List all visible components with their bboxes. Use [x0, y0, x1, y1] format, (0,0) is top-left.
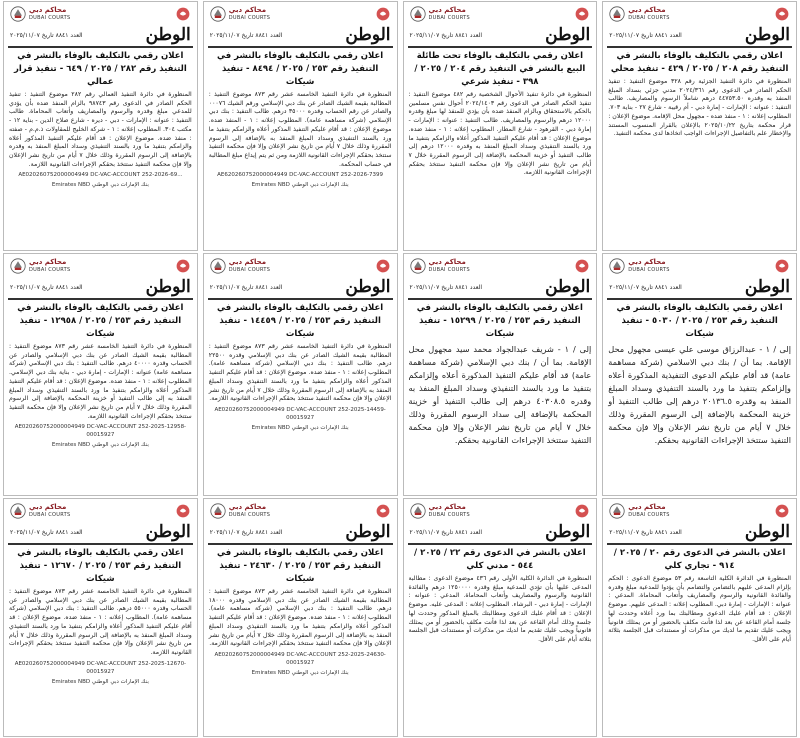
court-logo: [410, 6, 470, 22]
court-seal-icon: [10, 503, 26, 519]
notice-card: [602, 498, 797, 737]
gov-logo: [574, 258, 590, 274]
court-logo: [210, 503, 270, 519]
notice-text: المنظورة في دائرة التنفيذ الجزئية رقم ٣٢٨ موضوع التنفيذ : تنفيذ الحكم الصادر في الدعوى رقم ٢٠٢٤/٣٦١ مدني جزئي بسداد المبلغ المنفذ به وقدره ٤٤٧٥٣.٥٠ درهم شاملاً الرسوم والمصاريف. طالب التنفيذ : عنوانه : الإمارات - إمارة دبي - أم رقيبة - شارع ٢٧ - بناية ٧٠٣. المطلوب إعلانه : ١ - منفذ ضده - مجهول محل الإقامة. موضوع الإعلان : قرار محكمة بتاريخ ٢٠٢٥/١٠/٢٢ بالإعلان بالقرار المنسوب المستند والإخطار علم بالتفاصيل الإجراءات الواجب اتخاذها لدى محكمة التنفيذ.: [608, 78, 792, 138]
notice-card: [3, 1, 198, 251]
notice-card: [203, 498, 398, 737]
notice-title: اعلان رقمي بالتكليف بالوفاء بالنشر في التنفيذ رقم ٢٥٣ / ٢٠٢٥ / ٨٤٩٤ - تنفيذ شيكات: [217, 51, 384, 87]
court-seal-icon: [10, 6, 26, 22]
court-name-en: DUBAI COURTS: [228, 267, 271, 273]
notice-text: المنظورة في دائرة التنفيذ الخامسة عشر رقم ٨٧٣ موضوع التنفيذ : المطالبة بقيمة الشيك الصادر عن بنك دبي الإسلامي وقدره ٢٢٥٠٠ درهم. طالب التنفيذ : بنك دبي الإسلامي (شركة مساهمة عامة). المطلوب إعلانه : ١ - منفذ ضده. موضوع الإعلان : قد أقام عليكم التنفيذ المذكور أعلاه والزامكم بتنفيذ ما ورد بالسند التنفيذي وسداد المبلغ المنفذ به بالإضافة إلى الرسوم المقررة وذلك خلال ٧ أيام من تاريخ نشر الإعلان وإلا فإن محكمة التنفيذ ستتخذ بحقكم الإجراءات القانونية اللازمة.: [208, 343, 392, 403]
gov-logo: [175, 258, 191, 274]
notice-title: اعلان بالنشر في الدعوى رقم ٢٠ / ٢٠٢٥ / ٩١٤ - تجاري كلي: [613, 548, 786, 571]
notice-title: اعلان بالنشر في الدعوى رقم ٢٢ / ٢٠٢٥ / ٥٤٤ - مدني كلي: [414, 548, 586, 571]
notice-header: [204, 254, 397, 276]
masthead: [404, 276, 597, 298]
notice-title: اعلان رقمي بالتكليف بالوفاء بالنشر في التنفيذ رقم ٢٥٣ / ٢٠٢٥ / ١٥٢٩٩ - تنفيذ شيكات: [416, 303, 583, 339]
gov-logo: [774, 258, 790, 274]
court-logo: [410, 503, 470, 519]
notice-title: اعلان رقمي بالتكليف بالوفاء بالنشر في التنفيذ رقم ٢٥٣ / ٢٠٢٥ / ١٤٤٥٩ - تنفيذ شيكات: [217, 303, 384, 339]
notice-body: [204, 588, 397, 649]
notice-text: المنظورة في دائرة التنفيذ العمالي رقم ٢٨٢ موضوع التنفيذ : تنفيذ الحكم الصادر في الدعوى رقم ٩٨٧٤٣ بالزام المنفذ ضده بأن يؤدي للمدعي مبلغ وقدره والرسوم والمصاريف وأتعاب المحاماة. طالب التنفيذ : عنوانه : الإمارات - دبي - ديره - شارع صلاح الدين - بناية ١٢ - مكتب ٣٠٤. المطلوب إعلانه : ١ - شركة الخليج للمقاولات ذ.م.م - صفته : منفذ ضده. موضوع الإعلان : قد أقام عليكم التنفيذ المذكور أعلاه والزامكم بتنفيذ ما ورد بالسند التنفيذي وسداد المبلغ المنفذ به وقدره بالإضافة إلى الرسوم المقررة وذلك خلال ٧ أيام من تاريخ نشر الإعلان وإلا فإن محكمة التنفيذ ستتخذ بحقكم الإجراءات القانونية اللازمة.: [9, 91, 192, 168]
court-name-ar: محاكم دبي: [428, 6, 466, 14]
notice-text: المنظورة في دائرة التنفيذ الخامسة عشر رقم ٨٧٣ موضوع التنفيذ : المطالبة بقيمة الشيك الصادر عن بنك دبي الإسلامي وقدره ١٨٠٠٠ درهم. طالب التنفيذ : بنك دبي الإسلامي (شركة مساهمة عامة). المطلوب إعلانه : ١ - منفذ ضده. موضوع الإعلان : قد أقام عليكم التنفيذ المذكور أعلاه والزامكم بتنفيذ ما ورد بالسند التنفيذي وسداد المبلغ المنفذ به بالإضافة إلى الرسوم المقررة وذلك خلال ٧ أيام من تاريخ نشر الإعلان وإلا فإن محكمة التنفيذ ستتخذ بحقكم الإجراءات القانونية اللازمة.: [208, 588, 392, 648]
notice-body: [204, 91, 397, 169]
notice-header: [404, 254, 597, 276]
notice-card: [602, 1, 797, 251]
court-name-ar: محاكم دبي: [628, 503, 666, 511]
court-name-en: DUBAI COURTS: [228, 15, 271, 21]
court-seal-icon: [410, 258, 426, 274]
account-line: AE020260752000004949 DC-VAC-ACCOUNT 252-2025-12670-00015927: [14, 660, 187, 675]
gov-emblem-icon: [375, 258, 391, 274]
gov-emblem-icon: [574, 258, 590, 274]
gov-logo: [574, 503, 590, 519]
notice-title: اعلان رقمي بالتكليف بالوفاء بالنشر في التنفيذ رقم ٢٥٣ / ٢٠٢٥ / ١٢٦٧٠ - تنفيذ شيكات: [17, 548, 184, 584]
notice-header: [204, 499, 397, 521]
gov-emblem-icon: [574, 503, 590, 519]
court-logo: [10, 503, 70, 519]
gov-logo: [774, 6, 790, 22]
court-seal-icon: [609, 258, 625, 274]
court-seal-icon: [609, 503, 625, 519]
masthead: [404, 521, 597, 543]
notice-header: [404, 2, 597, 24]
newspaper-name: الوطن: [345, 25, 391, 45]
court-name-ar: محاكم دبي: [228, 503, 267, 511]
notice-header: [4, 499, 197, 521]
notice-text: المنظورة في دائرة التنفيذ الخامسة عشر رقم ٨٧٣ موضوع التنفيذ : المطالبة بقيمة الشيك الصادر عن بنك دبي الإسلامي والصادر عن الحساب وقدره ٥٥٠٠٠ درهم. طالب التنفيذ : بنك دبي الإسلامي (شركة مساهمة عامة). المطلوب إعلانه : ١ - منفذ ضده. موضوع الإعلان : قد أقام عليكم التنفيذ المذكور أعلاه والزامكم بتنفيذ ما ورد بالسند التنفيذي وسداد المبلغ المنفذ به بالإضافة إلى الرسوم المقررة وذلك خلال ٧ أيام من تاريخ نشر الإعلان وإلا فإن محكمة التنفيذ ستتخذ بحقكم الإجراءات القانونية اللازمة.: [9, 588, 192, 656]
newspaper-name: الوطن: [345, 277, 391, 297]
notice-header: [603, 254, 796, 276]
notice-text: المنظورة في دائرة تنفيذ الأحوال الشخصية رقم ٤٨٢ موضوع التنفيذ : تنفيذ الحكم الصادر في الدعوى رقم ٢٠٢٤/١٤٠٣ أحوال نفس مسلمين بالحكم بالاستحقاق وبالزام المنفذ ضده بأن يؤدي للمنفذ لها مبلغ وقدره ١٢٠٠٠ درهم والرسوم والمصاريف. طالب التنفيذ : عنوانه : الإمارات - إمارة دبي - القرهود - شارع المطار. المطلوب إعلانه : ١ - منفذ ضده. موضوع الإعلان : قد أقام عليكم التنفيذ المذكور أعلاه والزامكم بتنفيذ ما ورد بالسند التنفيذي وسداد المبلغ المنفذ به وقدره ١٢٠٠٠ درهم إلى طالب التنفيذ أو خزينة المحكمة بالإضافة إلى الرسوم المقررة خلال ٧ أيام من تاريخ نشر الإعلان وإلا فإن محكمة التنفيذ ستتخذ بحقكم الإجراءات القانونية اللازمة.: [408, 91, 592, 177]
court-name-en: DUBAI COURTS: [29, 512, 71, 518]
gov-logo: [175, 6, 191, 22]
court-name-en: DUBAI COURTS: [228, 512, 271, 518]
notice-text: المنظورة في دائرة التنفيذ الخامسة عشر رقم ٨٧٣ موضوع التنفيذ : المطالبة بقيمة الشيك الصادر عن بنك دبي الإسلامي ورقم الشيك ٠٠٠٧٦ والصادر عن رقم الحساب وقدره ٣٥٠٠٠ درهم. طالب التنفيذ : بنك دبي الإسلامي (شركة مساهمة عامة). المطلوب إعلانه : ١ - المنفذ ضده. موضوع الإعلان : قد أقام عليكم التنفيذ المذكور أعلاه والزامكم بتنفيذ ما ورد بالسند التنفيذي وسداد المبلغ المنفذ به بالإضافة إلى الرسوم المقررة وذلك خلال ٧ أيام من تاريخ نشر الإعلان وإلا فإن محكمة التنفيذ ستتخذ بحقكم الإجراءات القانونية اللازمة ومن ثم يتم إيداع مبلغ المطالبة في حساب المحكمة.: [208, 91, 392, 168]
court-name-ar: محاكم دبي: [29, 503, 67, 511]
notice-text: المنظورة في الدائرة الكلية التاسعة رقم ٥٣ موضوع الدعوى : الحكم بإلزام المدعى عليهم بالتضامن والتضامم بأن يؤدوا للمدعية مبلغ وقدره والفائدة القانونية والرسوم والمصاريف وأتعاب المحاماة. المدعي : عنوانه : الإمارات - إمارة دبي. المطلوب إعلانه : المدعى عليهم. موضوع الإعلان : قد أقام عليك الدعوى ومطالبتك بما ورد أعلاه وحددت لها جلسة أمام القاعة عن بعد لذا فأنت مكلف بالحضور أو من يمثلك قانونياً ويجب عليك تقديم ما لديك من مذكرات أو مستندات قبل الجلسة بثلاثة أيام على الأقل.: [608, 575, 792, 643]
court-name-ar: محاكم دبي: [628, 258, 666, 266]
newspaper-name: الوطن: [145, 25, 191, 45]
newspaper-name: الوطن: [545, 522, 591, 542]
gov-logo: [774, 503, 790, 519]
bank-line: بنك الإمارات دبي الوطني Emirates NBD: [251, 424, 349, 431]
notice-body: [4, 588, 197, 658]
issue-date: العدد ٨٨٤١ تاريخ ٢٠٢٥/١١/٠٧: [10, 283, 83, 291]
gov-logo: [175, 503, 191, 519]
masthead: [603, 24, 796, 46]
court-name-en: DUBAI COURTS: [428, 512, 470, 518]
notice-header: [603, 2, 796, 24]
account-line: AE020260752000004949 DC-VAC-ACCOUNT 252-2026-69...: [18, 172, 183, 179]
notice-text: المنظورة في الدائرة الكلية الأولى رقم ٤٣٦ موضوع الدعوى : مطالبة المدعى عليها بأن تؤدي للمدعية مبلغ وقدره ١٢٥٠٠٠٠ درهم والفائدة القانونية والرسوم والمصاريف وأتعاب المحاماة. المدعي : عنوانه : الإمارات - إمارة دبي - البرشاء. المطلوب إعلانه : المدعى عليه. موضوع الإعلان : قد أقام عليك الدعوى ومطالبتك بالمبلغ المذكور وحددت لها جلسة وذلك أمام القاعة عن بعد لذا فأنت مكلف بالحضور أو من يمثلك قانونياً ويجب عليك تقديم ما لديك من مذكرات أو مستندات قبل الجلسة بثلاثة أيام على الأقل.: [408, 575, 592, 643]
notice-card: [602, 253, 797, 496]
notice-header: [603, 499, 796, 521]
notice-title: اعلان رقمي بالتكليف بالوفاء بالنشر في التنفيذ رقم ٢٥٣ / ٢٠٢٥ / ١٢٩٥٨ - تنفيذ شيكات: [17, 303, 184, 339]
notice-text: المنظورة في دائرة التنفيذ الخامسة عشر رقم ٨٧٣ موضوع التنفيذ : المطالبة بقيمة الشيك الصادر عن بنك دبي الإسلامي والصادر عن الحساب وقدره ٤٠٠٠٠ درهم. طالب التنفيذ : بنك دبي الإسلامي (شركة مساهمة عامة) عنوانه : الإمارات - إمارة دبي - بناية بنك دبي الإسلامي. المطلوب إعلانه : ١ - منفذ ضده. موضوع الإعلان : قد أقام عليكم التنفيذ المذكور أعلاه والزامكم بتنفيذ ما ورد بالسند التنفيذي وسداد المبلغ المنفذ به إلى طالب التنفيذ أو خزينة المحكمة بالإضافة إلى الرسوم المقررة وذلك خلال ٧ أيام من تاريخ نشر الإعلان وإلا فإن محكمة التنفيذ ستتخذ بحقكم الإجراءات القانونية اللازمة.: [9, 343, 192, 420]
newspaper-name: الوطن: [545, 25, 591, 45]
issue-date: العدد ٨٨٤١ تاريخ ٢٠٢٥/١١/٠٧: [10, 528, 83, 536]
notice-header: [204, 2, 397, 24]
court-name-ar: محاكم دبي: [228, 258, 267, 266]
notice-header: [4, 2, 197, 24]
notice-body: [4, 343, 197, 421]
court-name-en: DUBAI COURTS: [428, 15, 470, 21]
gov-emblem-icon: [774, 503, 790, 519]
court-logo: [210, 258, 270, 274]
masthead: [4, 24, 197, 46]
newspaper-name: الوطن: [545, 277, 591, 297]
bank-line: بنك الإمارات دبي الوطني Emirates NBD: [51, 182, 149, 189]
notice-card: [203, 1, 398, 251]
gov-logo: [375, 503, 391, 519]
notice-card: [403, 498, 598, 737]
issue-date: العدد ٨٨٤١ تاريخ ٢٠٢٥/١١/٠٧: [609, 283, 682, 291]
gov-emblem-icon: [375, 6, 391, 22]
newspaper-name: الوطن: [145, 277, 191, 297]
court-logo: [410, 258, 470, 274]
court-logo: [10, 6, 70, 22]
notice-title: اعلان رقمي بالتكليف بالوفاء بالنشر في التنفيذ رقم ٢٥٣ / ٢٠٢٥ / ٢٤٦٣٠ - تنفيذ شيكات: [217, 548, 384, 584]
issue-date: العدد ٨٨٤١ تاريخ ٢٠٢٥/١١/٠٧: [409, 283, 483, 291]
notice-title: اعلان رقمي بالتكليف بالوفاء تحت طائلة البيع بالنشر في التنفيذ رقم ٢٠٤ / ٢٠٢٥ / ٣٩٨ - تنفيذ شرعي: [414, 51, 586, 87]
newspaper-name: الوطن: [345, 522, 391, 542]
issue-date: العدد ٨٨٤١ تاريخ ٢٠٢٥/١١/٠٧: [609, 31, 682, 39]
gov-emblem-icon: [574, 6, 590, 22]
gov-logo: [375, 6, 391, 22]
court-name-ar: محاكم دبي: [428, 503, 466, 511]
masthead: [4, 276, 197, 298]
gov-logo: [574, 6, 590, 22]
issue-date: العدد ٨٨٤١ تاريخ ٢٠٢٥/١١/٠٧: [409, 528, 483, 536]
court-logo: [609, 6, 669, 22]
notice-title: اعلان رقمي بالتكليف بالوفاء بالنشر في التنفيذ رقم ٢٨٢ / ٢٠٢٥ / ٦٤٩ - تنفيذ قرار عمالي: [13, 51, 187, 87]
notice-text: إلى / ١ - شريف عبدالجواد محمد سيد مجهول محل الإقامة. بما أن / بنك دبي الإسلامي (شركة مساهمة عامة) قد أقام عليكم التنفيذ المذكورة أعلاه وإلزامكم بتنفيذ ما ورد بالسند التنفيذي وسداد المبلغ المنفذ به وقدره ٤٠٣٠٨.٥ درهم إلى طالب التنفيذ أو خزينة المحكمة بالإضافة إلى سداد الرسوم المقررة وذلك خلال ٧ أيام من تاريخ نشر الإعلان وإلا فإن محكمة التنفيذ ستتخذ الإجراءات القانونية بحقكم.: [408, 344, 592, 445]
court-name-ar: محاكم دبي: [29, 258, 67, 266]
notice-title: اعلان رقمي بالتكليف بالوفاء بالنشر في التنفيذ رقم ٢٥٣ / ٢٠٢٥ / ٥٠٣٠ - تنفيذ شيكات: [616, 303, 783, 339]
court-seal-icon: [410, 6, 426, 22]
issue-date: العدد ٨٨٤١ تاريخ ٢٠٢٥/١١/٠٧: [609, 528, 682, 536]
issue-date: العدد ٨٨٤١ تاريخ ٢٠٢٥/١١/٠٧: [209, 31, 283, 39]
notice-body: [603, 343, 796, 447]
bank-line: بنك الإمارات دبي الوطني Emirates NBD: [51, 678, 149, 685]
account-line: AE020260752000004949 DC-VAC-ACCOUNT 252-2025-14459-00015927: [214, 406, 386, 421]
gov-emblem-icon: [774, 258, 790, 274]
masthead: [204, 276, 397, 298]
court-name-en: DUBAI COURTS: [29, 15, 71, 21]
bank-line: بنك الإمارات دبي الوطني Emirates NBD: [251, 669, 349, 676]
notice-card: [403, 1, 598, 251]
newspaper-name: الوطن: [744, 277, 790, 297]
court-name-en: DUBAI COURTS: [628, 267, 670, 273]
issue-date: العدد ٨٨٤١ تاريخ ٢٠٢٥/١١/٠٧: [209, 528, 283, 536]
court-seal-icon: [210, 258, 226, 274]
bank-line: بنك الإمارات دبي الوطني Emirates NBD: [51, 442, 149, 449]
notice-text: إلى / ١ - عبدالرزاق موسى علي عيسى مجهول محل الإقامة. بما أن / بنك دبي الاسلامي (شركة مساهمة عامة) قد أقام عليكم الدعوى التنفيذية المذكورة أعلاه وإلزامكم بتنفيذ ما ورد بالسند التنفيذي وسداد المبلغ المنفذ به وقدره ٢٠١٣٦.٥ درهم إلى طالب التنفيذ أو خزينة المحكمة بالإضافة إلى الرسوم المقررة وذلك خلال ٧ أيام من تاريخ نشر الإعلان وإلا فإن محكمة التنفيذ ستتخذ الإجراءات القانونية بحقكم.: [608, 344, 792, 445]
court-logo: [210, 6, 270, 22]
court-seal-icon: [210, 503, 226, 519]
masthead: [603, 521, 796, 543]
court-seal-icon: [609, 6, 625, 22]
court-seal-icon: [410, 503, 426, 519]
notice-body: [404, 343, 597, 447]
court-logo: [10, 258, 70, 274]
newspaper-name: الوطن: [744, 522, 790, 542]
notice-body: [603, 575, 796, 645]
court-name-en: DUBAI COURTS: [29, 267, 71, 273]
notice-body: [603, 78, 796, 139]
notice-body: [204, 343, 397, 404]
masthead: [404, 24, 597, 46]
notice-header: [404, 499, 597, 521]
issue-date: العدد ٨٨٤١ تاريخ ٢٠٢٥/١١/٠٧: [409, 31, 483, 39]
account-line: AE020260752000004949 DC-VAC-ACCOUNT 252-2025-24630-00015927: [214, 651, 386, 666]
gov-emblem-icon: [774, 6, 790, 22]
court-name-ar: محاكم دبي: [228, 6, 267, 14]
court-name-ar: محاكم دبي: [628, 6, 666, 14]
gov-emblem-icon: [175, 503, 191, 519]
notice-card: [3, 253, 198, 496]
masthead: [603, 276, 796, 298]
court-name-en: DUBAI COURTS: [428, 267, 470, 273]
notice-card: [403, 253, 598, 496]
newspaper-name: الوطن: [744, 25, 790, 45]
gov-emblem-icon: [175, 6, 191, 22]
masthead: [204, 24, 397, 46]
court-name-en: DUBAI COURTS: [628, 512, 670, 518]
notice-card: [203, 253, 398, 496]
account-line: AE620260752000004949 DC-VAC-ACCOUNT 252-2026-7399: [217, 172, 384, 179]
gov-emblem-icon: [375, 503, 391, 519]
masthead: [4, 521, 197, 543]
court-name-ar: محاكم دبي: [428, 258, 466, 266]
account-line: AE020260752000004949 DC-VAC-ACCOUNT 252-2025-12958-00015927: [14, 424, 187, 439]
court-name-ar: محاكم دبي: [29, 6, 67, 14]
issue-date: العدد ٨٨٤١ تاريخ ٢٠٢٥/١١/٠٧: [209, 283, 283, 291]
notice-title: اعلان رقمي بالتكليف بالوفاء بالنشر في التنفيذ رقم ٢٠٨ / ٢٠٢٥ / ٤٢٩ - تنفيذ محلي: [610, 51, 789, 74]
notice-card: [3, 498, 198, 737]
newspaper-name: الوطن: [145, 522, 191, 542]
gov-emblem-icon: [175, 258, 191, 274]
masthead: [204, 521, 397, 543]
issue-date: العدد ٨٨٤١ تاريخ ٢٠٢٥/١١/٠٧: [10, 31, 83, 39]
gov-logo: [375, 258, 391, 274]
court-name-en: DUBAI COURTS: [628, 15, 670, 21]
notice-body: [404, 575, 597, 645]
notice-body: [404, 91, 597, 178]
notice-header: [4, 254, 197, 276]
court-seal-icon: [210, 6, 226, 22]
court-logo: [609, 258, 669, 274]
court-seal-icon: [10, 258, 26, 274]
notice-body: [4, 91, 197, 169]
bank-line: بنك الإمارات دبي الوطني Emirates NBD: [251, 182, 349, 189]
court-logo: [609, 503, 669, 519]
